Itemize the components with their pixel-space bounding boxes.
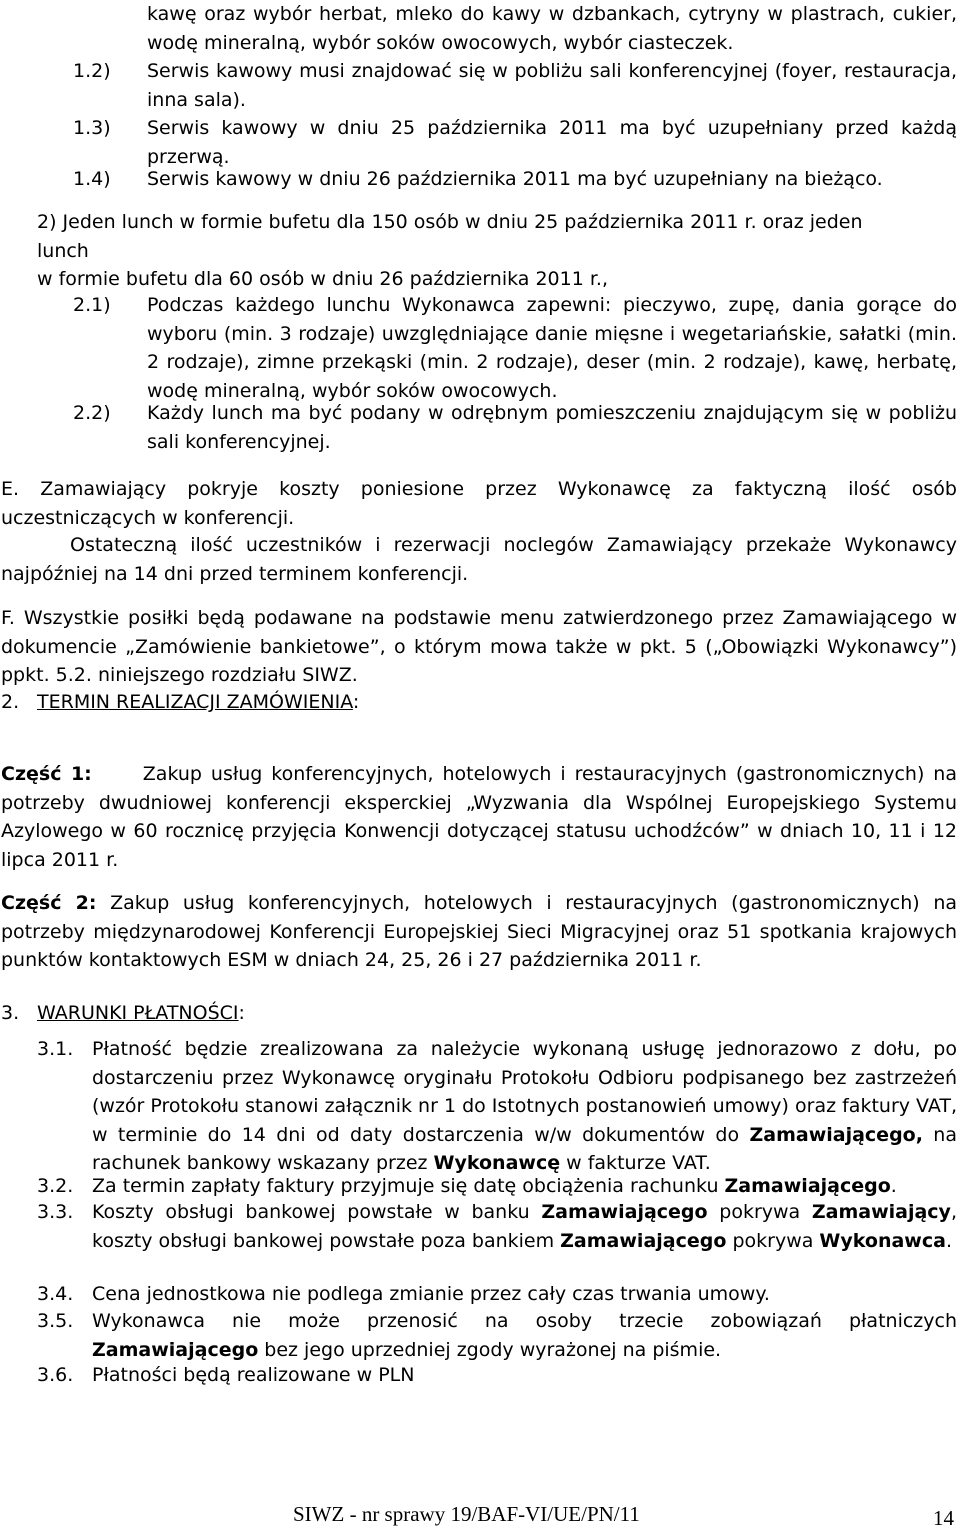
list-item-1-3 bbox=[73, 114, 957, 171]
item-number: 3.6. bbox=[37, 1364, 74, 1386]
item-number: 1.2) bbox=[73, 60, 111, 82]
page-footer bbox=[0, 1499, 960, 1529]
section-colon: : bbox=[238, 1002, 245, 1024]
coffee-service-continuation: kawę oraz wybór herbat, mleko do kawy w dzbankach, cytryny w plastrach, cukier, wodę mineralną, wybór soków owocowych, wybór ciasteczek. bbox=[147, 3, 957, 54]
item-text: Cena jednostkowa nie podlega zmianie przez cały czas trwania umowy. bbox=[92, 1283, 770, 1305]
section-number: 3. bbox=[1, 1002, 20, 1024]
item-number: 2.1) bbox=[73, 294, 111, 316]
section-colon: : bbox=[352, 691, 360, 713]
item-number: 3.1. bbox=[37, 1038, 74, 1060]
item-text: Serwis kawowy musi znajdować się w pobliżu sali konferencyjnej (foyer, restauracja, inna sala). bbox=[147, 60, 957, 111]
section-title: WARUNKI PŁATNOŚCI bbox=[37, 1002, 239, 1024]
item-text: Serwis kawowy w dniu 26 października 2011 ma być uzupełniany na bieżąco. bbox=[147, 168, 883, 190]
section-f-paragraph: F. Wszystkie posiłki będą podawane na podstawie menu zatwierdzonego przez Zamawiającego w dokumencie „Zamówienie bankietowe”, o którym mowa także w pkt. 5 („Obowiązki Wykonawcy”) ppkt. 5.2. niniejszego rozdziału SIWZ. bbox=[1, 607, 957, 686]
section-title: TERMIN REALIZACJI ZAMÓWIENIA bbox=[37, 691, 353, 713]
footer-case-number: SIWZ - nr sprawy 19/BAF-VI/UE/PN/11 bbox=[293, 1502, 640, 1526]
item-text: Koszty obsługi bankowej powstałe w banku Zamawiającego pokrywa Zamawiający, koszty obsługi bankowej powstałe poza bankiem Zamawiającego pokrywa Wykonawca. bbox=[92, 1201, 957, 1252]
item-number: 1.4) bbox=[73, 168, 111, 190]
section-e-paragraph-2: Ostateczną ilość uczestników i rezerwacji noclegów Zamawiający przekaże Wykonawcy najpóźniej na 14 dni przed terminem konferencji. bbox=[1, 534, 957, 585]
lunch-heading bbox=[37, 208, 957, 294]
page-number: 14 bbox=[933, 1506, 954, 1530]
item-number: 3.2. bbox=[37, 1175, 74, 1197]
lunch-heading-line: 2) Jeden lunch w formie bufetu dla 150 osób w dniu 25 października 2011 r. oraz jeden bbox=[37, 211, 863, 233]
item-text: Płatności będą realizowane w PLN bbox=[92, 1364, 415, 1386]
item-number: 3.5. bbox=[37, 1310, 74, 1332]
lunch-heading-line: lunch bbox=[37, 239, 89, 262]
section-e-paragraph: E. Zamawiający pokryje koszty poniesione przez Wykonawcę za faktyczną ilość osób uczestniczących w konferencji. bbox=[1, 478, 957, 529]
part-label: Część 1: bbox=[1, 763, 92, 785]
item-number: 3.4. bbox=[37, 1283, 74, 1305]
item-text: Każdy lunch ma być podany w odrębnym pomieszczeniu znajdującym się w pobliżu sali konferencyjnej. bbox=[147, 402, 957, 453]
list-item-1-4 bbox=[73, 165, 957, 194]
list-item-1-2 bbox=[73, 57, 957, 114]
item-text: Płatność będzie zrealizowana za należycie wykonaną usługę jednorazowo z dołu, po dostarczeniu przez Wykonawcę oryginału Protokołu Odbioru podpisanego bez zastrzeżeń (wzór Protokołu stanowi załącznik nr 1 do Istotnych postanowień umowy) oraz faktury VAT, w terminie do 14 dni od daty dostarczenia w/w dokumentów do Zamawiającego, na rachunek bankowy wskazany przez Wykonawcę w fakturze VAT. bbox=[92, 1038, 957, 1174]
part-text-start: Zakup bbox=[142, 763, 202, 785]
list-item-3-1 bbox=[37, 1035, 957, 1178]
list-item-3-2 bbox=[37, 1172, 957, 1201]
item-number: 3.3. bbox=[37, 1201, 74, 1223]
part-1-block bbox=[1, 760, 957, 874]
lunch-heading-line: w formie bufetu dla 60 osób w dniu 26 października 2011 r., bbox=[37, 268, 609, 290]
item-number: 2.2) bbox=[73, 402, 111, 424]
section-number: 2. bbox=[1, 691, 20, 713]
section-3-heading bbox=[1, 999, 957, 1028]
list-item-2-2 bbox=[73, 399, 957, 456]
item-text: Za termin zapłaty faktury przyjmuje się datę obciążenia rachunku Zamawiającego. bbox=[92, 1175, 897, 1197]
item-text: Wykonawca nie może przenosić na osoby trzecie zobowiązań płatniczych Zamawiającego bez jego uprzedniej zgody wyrażonej na piśmie. bbox=[92, 1310, 957, 1361]
item-number: 1.3) bbox=[73, 117, 111, 139]
section-2-heading bbox=[1, 688, 957, 717]
item-text: Podczas każdego lunchu Wykonawca zapewni: pieczywo, zupę, dania gorące do wyboru (min. 3 rodzaje) uwzględniające danie mięsne i wegetariańskie, sałatki (min. 2 rodzaje), zimne przekąski (min. 2 rodzaje), deser (min. 2 rodzaje), kawę, herbatę, wodę mineralną, wybór soków owocowych. bbox=[147, 294, 957, 402]
part-text: Zakup usług konferencyjnych, hotelowych i restauracyjnych (gastronomicznych) na potrzeby międzynarodowej Konferencji Europejskiej Sieci Migracyjnej oraz 51 spotkania krajowych punktów kontaktowych ESM w dniach 24, 25, 26 i 27 października 2011 r. bbox=[1, 892, 957, 971]
list-item-3-4 bbox=[37, 1280, 957, 1309]
item-text: Serwis kawowy w dniu 25 października 2011 ma być uzupełniany przed każdą przerwą. bbox=[147, 117, 957, 168]
part-2-block bbox=[1, 889, 957, 975]
part-text: usług konferencyjnych, hotelowych i restauracyjnych (gastronomicznych) na potrzeby dwudniowej konferencji eksperckiej „Wyzwania dla Wspólnej Europejskiego Systemu Azylowego w 60 rocznicę przyjęcia Konwencji dotyczącej statusu uchodźców” w dniach 10, 11 i 12 lipca 2011 r. bbox=[1, 763, 957, 871]
list-item-3-3 bbox=[37, 1198, 957, 1255]
part-label: Część 2: bbox=[1, 892, 97, 914]
list-item-2-1 bbox=[73, 291, 957, 405]
list-item-3-5 bbox=[37, 1307, 957, 1364]
list-item-3-6 bbox=[37, 1361, 957, 1390]
